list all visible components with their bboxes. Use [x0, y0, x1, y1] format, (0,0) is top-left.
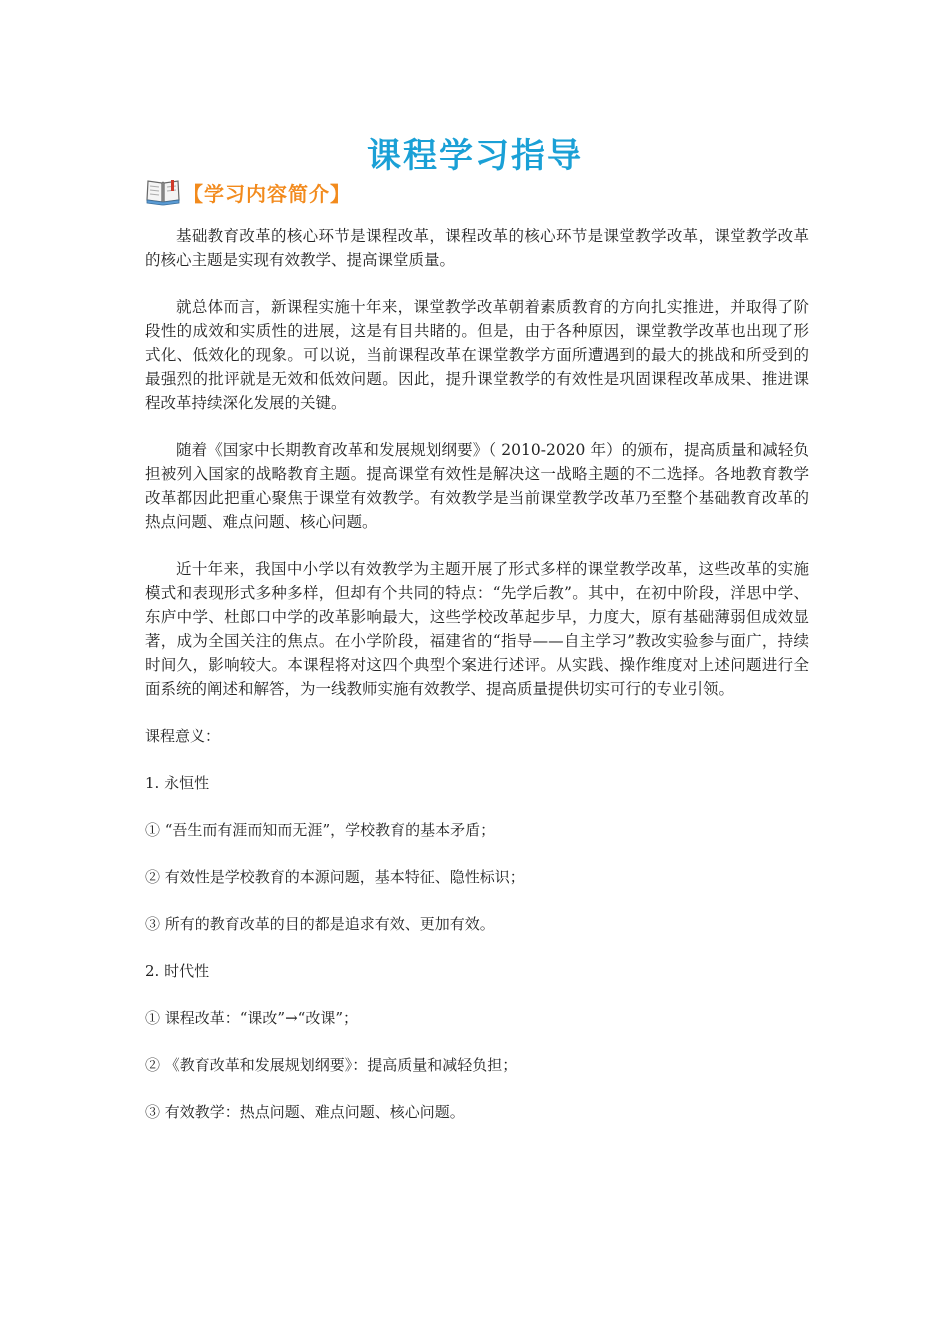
open-book-icon	[145, 178, 181, 206]
document-body	[145, 224, 809, 1147]
paragraph: 随着《国家中长期教育改革和发展规划纲要》（ 2010-2020 年）的颁布，提高质量和减轻负担被列入国家的战略教育主题。提高课堂有效性是解决这一战略主题的不二选择。各地教育教学改革都因此把重心聚焦于课堂有效教学。有效教学是当前课堂教学改革乃至整个基础教育改革的热点问题、难点问题、核心问题。	[145, 441, 809, 531]
list-item: ③ 有效教学：热点问题、难点问题、核心问题。	[145, 1103, 465, 1121]
paragraph: 基础教育改革的核心环节是课程改革，课程改革的核心环节是课堂教学改革，课堂教学改革的核心主题是实现有效教学、提高课堂质量。	[145, 227, 809, 269]
group-title: 2. 时代性	[145, 962, 210, 980]
list-item: ① “吾生而有涯而知而无涯”，学校教育的基本矛盾；	[145, 821, 496, 839]
section-title: 【学习内容简介】	[183, 181, 351, 206]
group-title: 1. 永恒性	[145, 774, 210, 792]
significance-heading: 课程意义：	[145, 727, 221, 745]
page-title: 课程学习指导	[367, 136, 583, 176]
list-item: ② 《教育改革和发展规划纲要》：提高质量和减轻负担；	[145, 1056, 518, 1074]
list-item: ② 有效性是学校教育的本源问题，基本特征、隐性标识；	[145, 868, 525, 886]
paragraph: 就总体而言，新课程实施十年来，课堂教学改革朝着素质教育的方向扎实推进，并取得了阶段性的成效和实质性的进展，这是有目共睹的。但是，由于各种原因，课堂教学改革也出现了形式化、低效化的现象。可以说，当前课程改革在课堂教学方面所遭遇到的最大的挑战和所受到的最强烈的批评就是无效和低效问题。因此，提升课堂教学的有效性是巩固课程改革成果、推进课程改革持续深化发展的关键。	[145, 298, 809, 412]
paragraph: 近十年来，我国中小学以有效教学为主题开展了形式多样的课堂教学改革，这些改革的实施模式和表现形式多种多样，但却有个共同的特点：“先学后教”。其中，在初中阶段，洋思中学、东庐中学、杜郎口中学的改革影响最大，这些学校改革起步早，力度大，原有基础薄弱但成效显著，成为全国关注的焦点。在小学阶段，福建省的“指导——自主学习”教改实验参与面广，持续时间久，影响较大。本课程将对这四个典型个案进行述评。从实践、操作维度对上述问题进行全面系统的阐述和解答，为一线教师实施有效教学、提高质量提供切实可行的专业引领。	[145, 560, 809, 698]
list-item: ① 课程改革：“课改”→“改课”；	[145, 1009, 359, 1027]
section-header	[145, 176, 351, 208]
list-item: ③ 所有的教育改革的目的都是追求有效、更加有效。	[145, 915, 495, 933]
